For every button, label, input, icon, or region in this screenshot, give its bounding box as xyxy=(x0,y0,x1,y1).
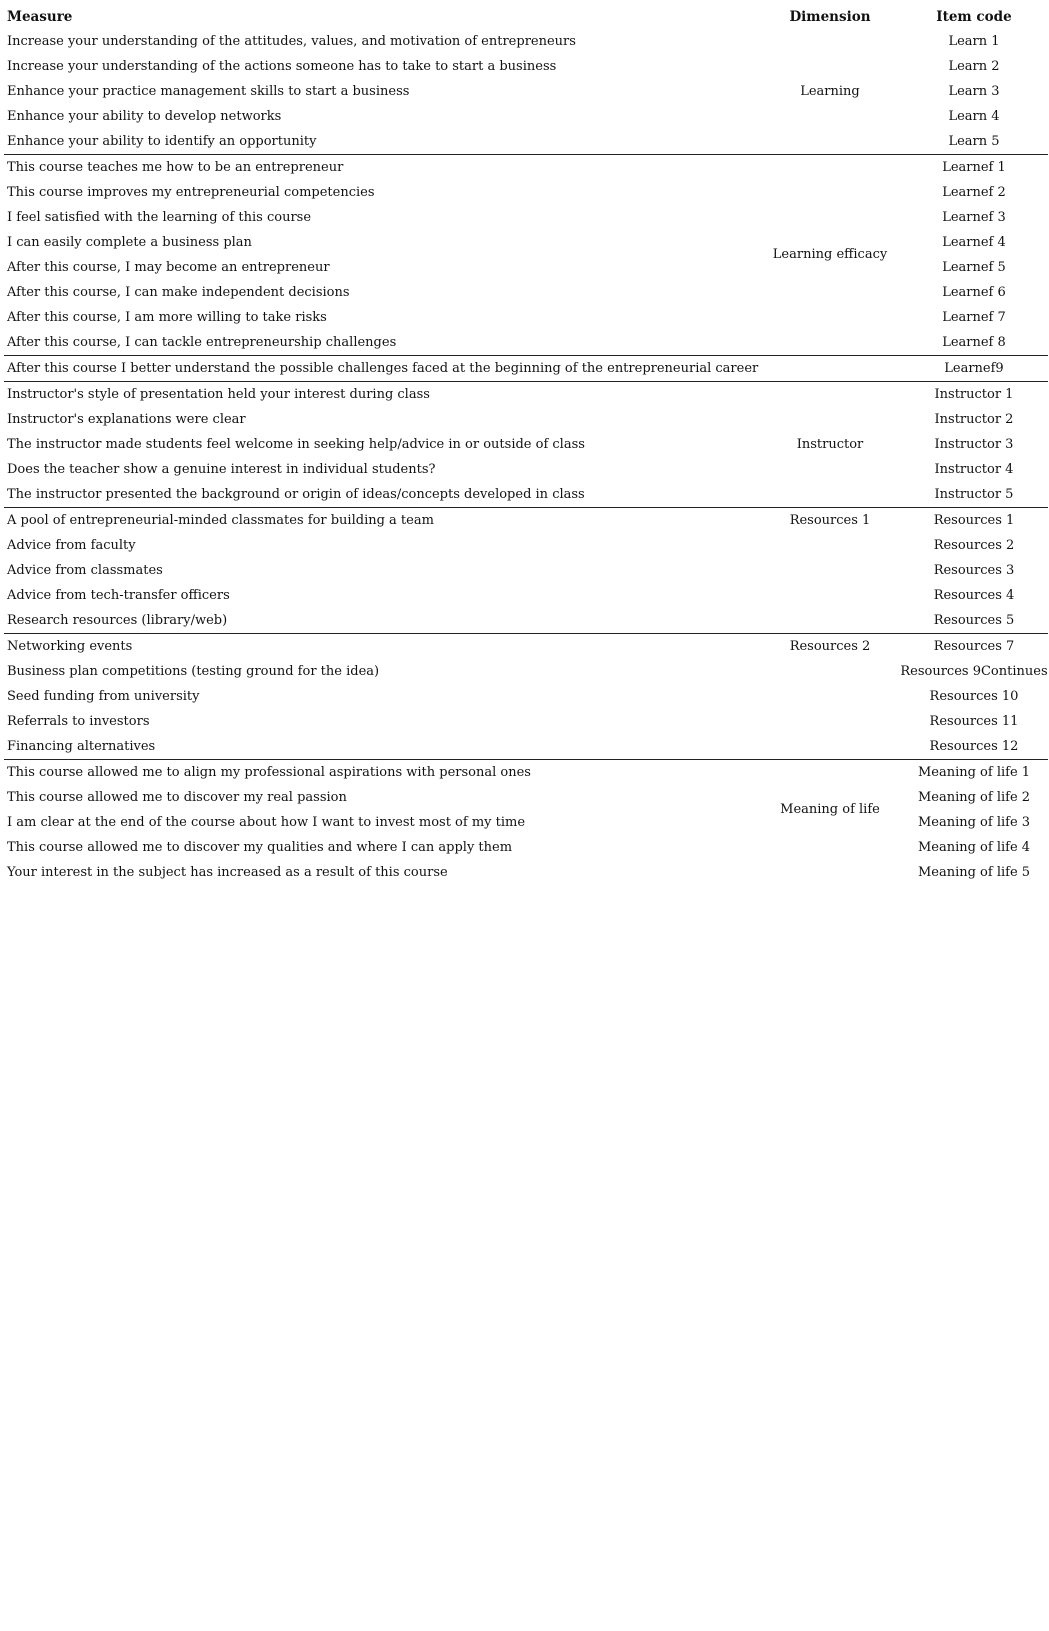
item-code-cell: Meaning of life 4 xyxy=(917,840,1031,855)
table-row xyxy=(4,508,1048,534)
item-code-cell: Learnef 8 xyxy=(942,335,1006,350)
measure-cell: This course allowed me to align my professional aspirations with personal ones xyxy=(4,760,760,786)
item-code-cell: Resources 10 xyxy=(929,689,1019,704)
table-row xyxy=(4,684,1048,709)
table-row xyxy=(4,180,1048,205)
measure-cell: This course improves my entrepreneurial competencies xyxy=(7,185,375,200)
dimension-cell xyxy=(760,659,900,684)
dimension-cell xyxy=(760,230,900,262)
measure-cell: This course teaches me how to be an entrepreneur xyxy=(4,155,760,181)
item-code-cell: Learn 1 xyxy=(948,34,1000,49)
item-code-cell: Resources 1 xyxy=(900,508,1048,534)
measure-cell: I feel satisfied with the learning of this course xyxy=(7,210,312,225)
item-code-cell: Instructor 3 xyxy=(934,437,1014,452)
table-row xyxy=(4,835,1048,860)
dimension-label: Instructor xyxy=(796,437,864,452)
table-row xyxy=(4,659,1048,684)
measure-cell: Referrals to investors xyxy=(7,714,150,729)
measure-cell: After this course, I am more willing to take risks xyxy=(7,310,327,325)
table-row xyxy=(4,230,1048,255)
item-code-cell: Meaning of life 5 xyxy=(917,865,1031,880)
dimension-cell xyxy=(760,407,900,432)
table-row xyxy=(4,407,1048,432)
table-row xyxy=(4,79,1048,104)
measure-cell: Advice from faculty xyxy=(7,538,136,553)
measure-cell: Financing alternatives xyxy=(7,739,156,754)
table-row xyxy=(4,255,1048,280)
measure-cell: Advice from tech-transfer officers xyxy=(7,588,230,603)
item-code-cell: Learn 2 xyxy=(948,59,1000,74)
dimension-cell xyxy=(760,356,900,382)
table-row xyxy=(4,382,1048,408)
table-row xyxy=(4,54,1048,79)
item-code-cell: Resources 11 xyxy=(929,714,1019,729)
item-code-cell: Resources 4 xyxy=(933,588,1015,603)
dimension-cell xyxy=(760,129,900,155)
item-code-cell: Instructor 2 xyxy=(934,412,1014,427)
dimension-cell xyxy=(760,382,900,408)
item-code-cell: Resources 9Continues xyxy=(900,664,1048,679)
measure-cell: The instructor made students feel welcome in seeking help/advice in or outside of class xyxy=(7,437,585,452)
dimension-label: Resources 1 xyxy=(789,513,871,528)
measure-cell: After this course, I can make independent decisions xyxy=(7,285,350,300)
measure-cell: This course allowed me to discover my real passion xyxy=(7,790,347,805)
dimension-cell xyxy=(760,205,900,230)
item-code-cell: Instructor 5 xyxy=(934,487,1014,502)
table-row xyxy=(4,785,1048,810)
measures-table-container xyxy=(4,4,1048,885)
dimension-cell xyxy=(760,533,900,558)
item-code-cell: Learn 3 xyxy=(948,84,1000,99)
dimension-cell xyxy=(760,54,900,79)
dimension-label: Learning xyxy=(800,84,860,99)
table-row xyxy=(4,29,1048,54)
item-code-cell: Learnef9 xyxy=(900,356,1048,382)
dimension-cell xyxy=(760,558,900,583)
measure-cell: Instructor's style of presentation held your interest during class xyxy=(4,382,760,408)
table-row xyxy=(4,860,1048,885)
table-row xyxy=(4,533,1048,558)
table-row xyxy=(4,330,1048,356)
dimension-cell xyxy=(760,709,900,734)
dimension-cell xyxy=(760,634,900,660)
dimension-cell xyxy=(760,432,900,457)
table-header-row xyxy=(4,4,1048,29)
measure-cell: After this course, I can tackle entrepreneurship challenges xyxy=(7,335,397,350)
table-row xyxy=(4,810,1048,835)
dimension-label: Resources 2 xyxy=(789,639,871,654)
measure-cell: After this course, I may become an entrepreneur xyxy=(7,260,330,275)
item-code-cell: Resources 2 xyxy=(933,538,1015,553)
header-dimension: Dimension xyxy=(789,8,871,25)
item-code-cell: Meaning of life 1 xyxy=(900,760,1048,786)
measure-cell: The instructor presented the background or origin of ideas/concepts developed in class xyxy=(7,487,585,502)
table-row xyxy=(4,457,1048,482)
table-row xyxy=(4,205,1048,230)
table-row xyxy=(4,634,1048,660)
dimension-cell xyxy=(760,79,900,104)
measure-cell: Your interest in the subject has increased as a result of this course xyxy=(7,865,448,880)
measure-cell: Increase your understanding of the attitudes, values, and motivation of entrepreneurs xyxy=(7,34,576,49)
measure-cell: This course allowed me to discover my qualities and where I can apply them xyxy=(7,840,513,855)
item-code-cell: Instructor 1 xyxy=(900,382,1048,408)
measure-cell: Business plan competitions (testing ground for the idea) xyxy=(7,664,380,679)
measure-cell: Does the teacher show a genuine interest in individual students? xyxy=(7,462,436,477)
table-row xyxy=(4,760,1048,786)
table-row xyxy=(4,305,1048,330)
table-row xyxy=(4,155,1048,181)
table-row xyxy=(4,734,1048,760)
measure-cell: Enhance your practice management skills to start a business xyxy=(7,84,410,99)
dimension-cell xyxy=(760,608,900,634)
dimension-cell xyxy=(760,330,900,356)
measure-cell: I can easily complete a business plan xyxy=(7,235,252,250)
measure-cell: I am clear at the end of the course about how I want to invest most of my time xyxy=(7,815,526,830)
dimension-cell xyxy=(760,457,900,482)
table-row xyxy=(4,583,1048,608)
item-code-cell: Learn 5 xyxy=(948,134,1000,149)
item-code-cell: Resources 5 xyxy=(933,613,1015,628)
table-row xyxy=(4,482,1048,508)
header-measure: Measure xyxy=(7,8,73,25)
dimension-cell xyxy=(760,684,900,709)
measure-cell: Increase your understanding of the actions someone has to take to start a business xyxy=(7,59,557,74)
dimension-cell xyxy=(760,29,900,54)
item-code-cell: Learnef 5 xyxy=(942,260,1006,275)
table-row xyxy=(4,709,1048,734)
dimension-cell xyxy=(760,760,900,786)
item-code-cell: Resources 12 xyxy=(929,739,1019,754)
table-row xyxy=(4,432,1048,457)
dimension-cell xyxy=(760,508,900,534)
dimension-cell xyxy=(760,104,900,129)
dimension-cell xyxy=(760,280,900,305)
measure-cell: Networking events xyxy=(4,634,760,660)
item-code-cell: Learnef 7 xyxy=(942,310,1006,325)
dimension-cell xyxy=(760,734,900,760)
dimension-cell xyxy=(760,482,900,508)
table-row xyxy=(4,129,1048,155)
item-code-cell: Learnef 4 xyxy=(942,235,1006,250)
table-row xyxy=(4,104,1048,129)
item-code-cell: Learnef 3 xyxy=(942,210,1006,225)
table-row xyxy=(4,280,1048,305)
table-row xyxy=(4,356,1048,382)
measures-table xyxy=(4,4,1048,885)
item-code-cell: Instructor 4 xyxy=(934,462,1014,477)
measure-cell: Enhance your ability to develop networks xyxy=(7,109,282,124)
item-code-cell: Learnef 6 xyxy=(942,285,1006,300)
dimension-label: Meaning of life xyxy=(780,802,880,817)
item-code-cell: Learn 4 xyxy=(948,109,1000,124)
measure-cell: Research resources (library/web) xyxy=(7,613,228,628)
item-code-cell: Meaning of life 2 xyxy=(917,790,1031,805)
dimension-label: Learning efficacy xyxy=(772,247,888,262)
dimension-cell xyxy=(760,785,900,817)
table-row xyxy=(4,558,1048,583)
measure-cell: After this course I better understand the possible challenges faced at the beginning of the entrepreneurial career xyxy=(4,356,760,382)
table-row xyxy=(4,608,1048,634)
measure-cell: Advice from classmates xyxy=(7,563,163,578)
dimension-cell xyxy=(760,155,900,181)
measure-cell: Instructor's explanations were clear xyxy=(7,412,246,427)
dimension-cell xyxy=(760,835,900,860)
item-code-cell: Resources 3 xyxy=(933,563,1015,578)
dimension-cell xyxy=(760,180,900,205)
item-code-cell: Meaning of life 3 xyxy=(917,815,1031,830)
item-code-cell: Learnef 1 xyxy=(900,155,1048,181)
table-body xyxy=(4,29,1048,885)
measure-cell: A pool of entrepreneurial-minded classmates for building a team xyxy=(4,508,760,534)
measure-cell: Seed funding from university xyxy=(7,689,200,704)
header-item-code: Item code xyxy=(936,8,1012,25)
item-code-cell: Resources 7 xyxy=(900,634,1048,660)
dimension-cell xyxy=(760,860,900,885)
dimension-cell xyxy=(760,305,900,330)
item-code-cell: Learnef 2 xyxy=(942,185,1006,200)
dimension-cell xyxy=(760,583,900,608)
measure-cell: Enhance your ability to identify an opportunity xyxy=(7,134,317,149)
